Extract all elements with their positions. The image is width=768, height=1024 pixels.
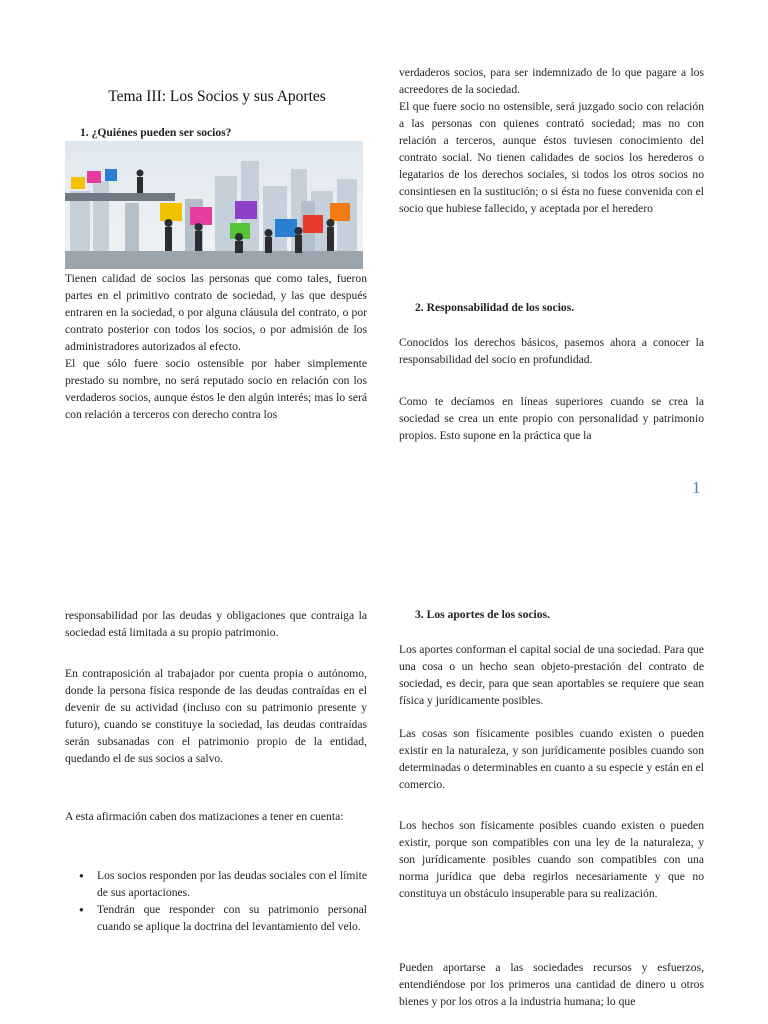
right-column-page1 xyxy=(399,64,704,217)
bullet-list xyxy=(65,867,367,935)
paragraph: Los hechos son físicamente posibles cuando existen o pueden existir, porque son compatibles con una ley de la naturaleza, y son jurídicamente posibles cuando son compatibles con una norma jurídica que deba regirlos necesariamente y que no constituya un obstáculo insuperable para su realización. xyxy=(399,819,704,900)
paragraph: Tienen calidad de socios las personas que como tales, fueron partes en el primitivo contrato de sociedad, y las que después entraren en la sociedad, o por alguna cláusula del contrato, o por contrato posterior con todos los socios, o por admisión de los administradores autorizados al efecto. xyxy=(65,272,367,353)
paragraph: responsabilidad por las deudas y obligaciones que contraiga la sociedad está limitada a su propio patrimonio. xyxy=(65,609,367,639)
paragraph: verdaderos socios, para ser indemnizado de lo que pagare a los acreedores de la sociedad. xyxy=(399,66,704,96)
list-item: ● Tendrán que responder con su patrimonio personal cuando se aplique la doctrina del levantamiento del velo. xyxy=(65,901,367,935)
puzzle-team-illustration xyxy=(65,141,363,269)
page-title: Tema III: Los Socios y sus Aportes xyxy=(108,88,326,105)
paragraph: Conocidos los derechos básicos, pasemos ahora a conocer la responsabilidad del socio en profundidad. xyxy=(399,336,704,366)
section-heading-1: 1. ¿Quiénes pueden ser socios? xyxy=(80,126,232,139)
paragraph: El que sólo fuere socio ostensible por haber simplemente prestado su nombre, no será reputado socio en relación con los verdaderos socios, aunque éstos le den algún interés; mas lo será con relación a terceros con derecho contra los xyxy=(65,357,367,421)
left-column-page1 xyxy=(65,270,367,423)
paragraph: Como te decíamos en líneas superiores cuando se crea la sociedad se crea un ente propio con personalidad y patrimonio propios. Esto supone en la práctica que la xyxy=(399,395,704,442)
paragraph: A esta afirmación caben dos matizaciones a tener en cuenta: xyxy=(65,810,344,823)
section-heading-2: 2. Responsabilidad de los socios. xyxy=(415,301,575,314)
paragraph: Pueden aportarse a las sociedades recursos y esfuerzos, entendiéndose por los primeros una cantidad de dinero u otros bienes y por los otros a la industria humana; lo que xyxy=(399,961,704,1008)
paragraph: En contraposición al trabajador por cuenta propia o autónomo, donde la persona física responde de las deudas contraídas en el devenir de su actividad (incluso con su patrimonio presente y futuro), cuando se constituye la sociedad, las deudas contraídas serán subsanadas con el patrimonio propio de la entidad, quedando el de sus socios a salvo. xyxy=(65,667,367,765)
page-number: 1 xyxy=(692,478,701,497)
paragraph: El que fuere socio no ostensible, será juzgado socio con relación a las personas con quienes contrató sociedad; mas no con relación a terceros, aunque éstos tuviesen conocimiento del contrato social. No tienen calidades de socios los herederos o legatarios de los derechos sociales, si todos los otros socios no consintiesen en la sustitución; o si ésta no fuese convenida con el socio que hubiese fallecido, y aceptada por el heredero xyxy=(399,100,704,215)
section-heading-3: 3. Los aportes de los socios. xyxy=(415,608,550,621)
list-item: ● Los socios responden por las deudas sociales con el límite de sus aportaciones. xyxy=(65,867,367,901)
paragraph: Los aportes conforman el capital social de una sociedad. Para que una cosa o un hecho sean objeto-prestación del contrato de sociedad, es decir, para que sean aportables se requiere que sean física y jurídicamente posibles. xyxy=(399,643,704,707)
puzzle-team-image xyxy=(65,141,363,269)
paragraph: Las cosas son físicamente posibles cuando existen o pueden existir en la naturaleza, y son jurídicamente posibles cuando son determinadas o determinables en cuanto a su especie y están en el comercio. xyxy=(399,727,704,791)
